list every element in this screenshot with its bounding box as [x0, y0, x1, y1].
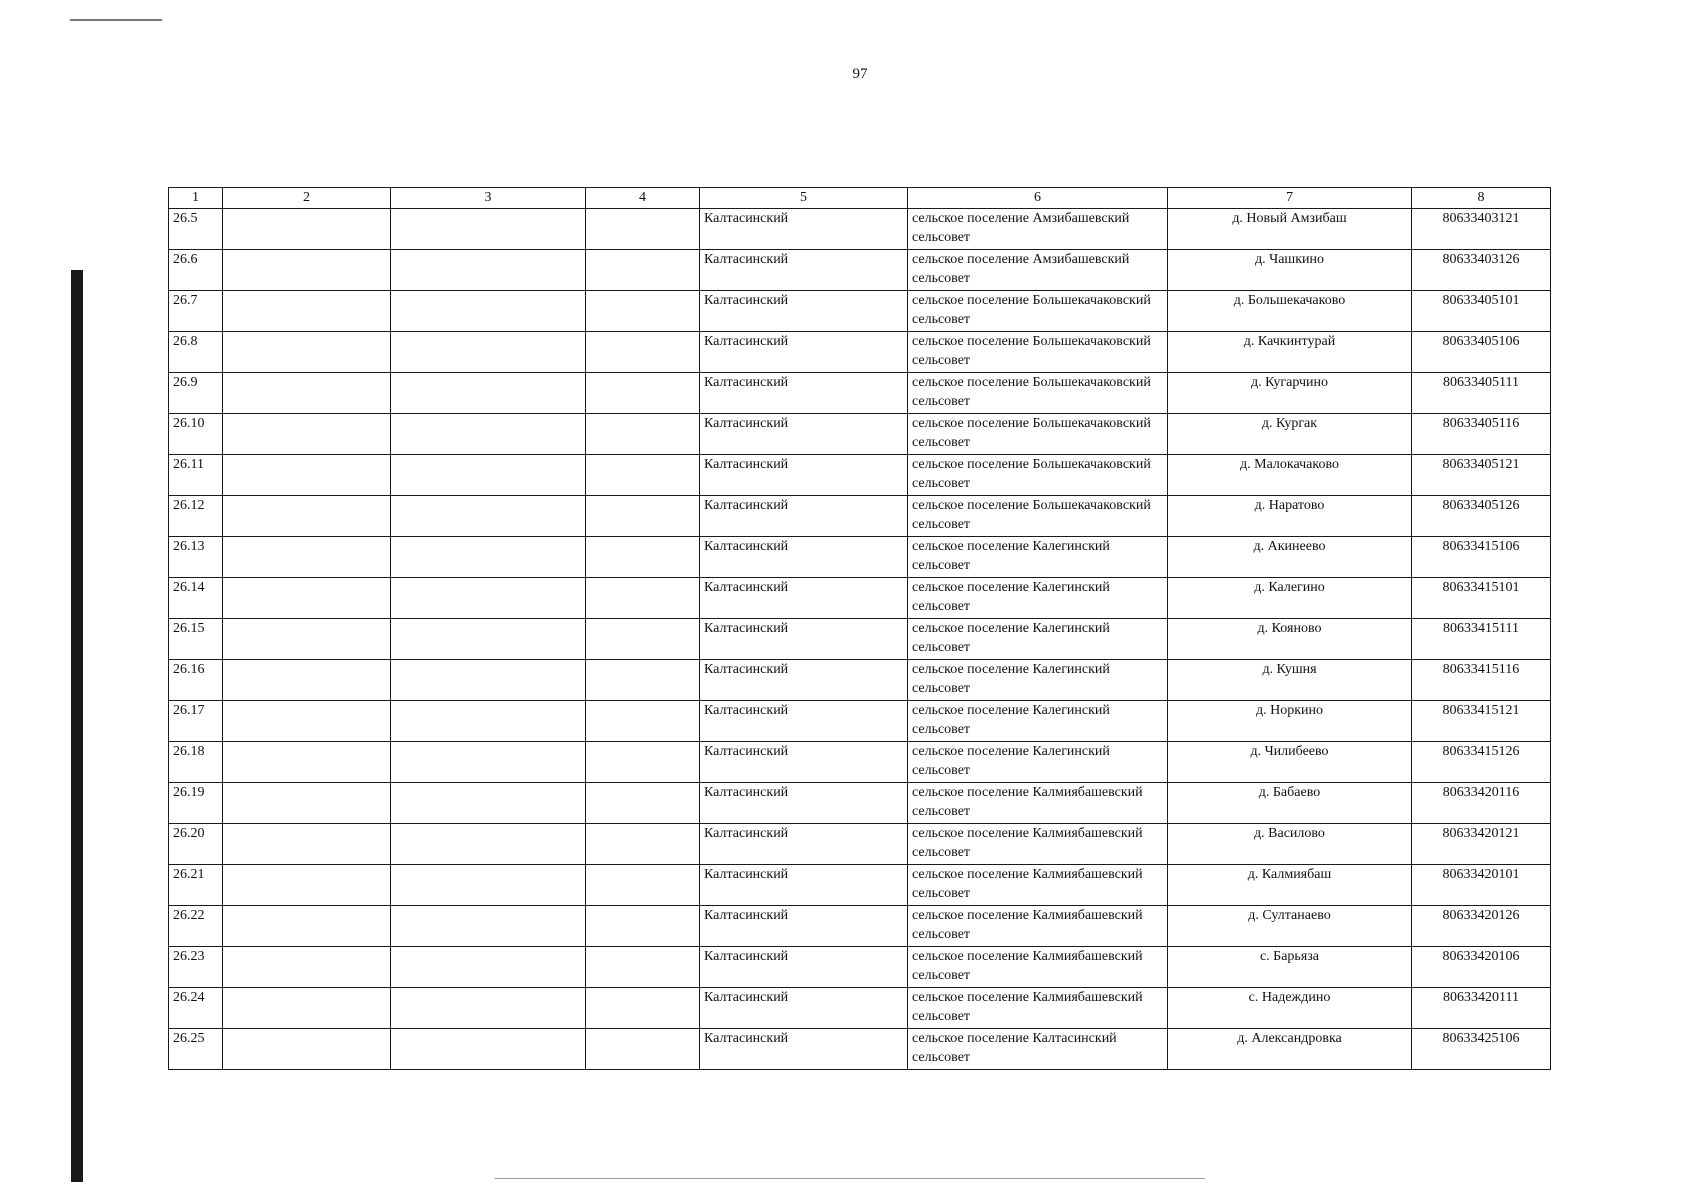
- table-row: [169, 701, 1551, 742]
- locality-cell: д. Калмиябаш: [1168, 865, 1412, 906]
- settlement-cell: сельское поселение Большекачаковский сельсовет: [908, 496, 1168, 537]
- locality-cell: д. Кушня: [1168, 660, 1412, 701]
- district-cell: Калтасинский: [700, 947, 908, 988]
- cell-col-3: [391, 824, 586, 865]
- settlement-cell: сельское поселение Калегинский сельсовет: [908, 701, 1168, 742]
- row-number: 26.21: [169, 865, 223, 906]
- oktmo-code-cell: 80633405106: [1412, 332, 1551, 373]
- cell-col-3: [391, 783, 586, 824]
- cell-col-4: [586, 209, 700, 250]
- row-number: 26.19: [169, 783, 223, 824]
- row-number: 26.20: [169, 824, 223, 865]
- row-number: 26.12: [169, 496, 223, 537]
- header-col-6: 6: [908, 188, 1168, 209]
- district-cell: Калтасинский: [700, 1029, 908, 1070]
- cell-col-4: [586, 455, 700, 496]
- cell-col-3: [391, 619, 586, 660]
- row-number: 26.7: [169, 291, 223, 332]
- row-number: 26.18: [169, 742, 223, 783]
- district-cell: Калтасинский: [700, 660, 908, 701]
- cell-col-4: [586, 250, 700, 291]
- district-cell: Калтасинский: [700, 742, 908, 783]
- cell-col-4: [586, 373, 700, 414]
- cell-col-4: [586, 660, 700, 701]
- cell-col-4: [586, 291, 700, 332]
- table-row: [169, 250, 1551, 291]
- cell-col-4: [586, 537, 700, 578]
- cell-col-3: [391, 865, 586, 906]
- oktmo-code-cell: 80633405121: [1412, 455, 1551, 496]
- district-cell: Калтасинский: [700, 988, 908, 1029]
- table-row: [169, 783, 1551, 824]
- header-col-7: 7: [1168, 188, 1412, 209]
- district-cell: Калтасинский: [700, 209, 908, 250]
- oktmo-code-cell: 80633405126: [1412, 496, 1551, 537]
- cell-col-2: [223, 496, 391, 537]
- header-col-2: 2: [223, 188, 391, 209]
- row-number: 26.14: [169, 578, 223, 619]
- cell-col-4: [586, 701, 700, 742]
- header-col-4: 4: [586, 188, 700, 209]
- cell-col-2: [223, 619, 391, 660]
- cell-col-2: [223, 906, 391, 947]
- oktmo-code-cell: 80633415106: [1412, 537, 1551, 578]
- oktmo-code-cell: 80633405116: [1412, 414, 1551, 455]
- settlement-cell: сельское поселение Большекачаковский сельсовет: [908, 373, 1168, 414]
- district-cell: Калтасинский: [700, 619, 908, 660]
- cell-col-4: [586, 742, 700, 783]
- locality-cell: д. Калегино: [1168, 578, 1412, 619]
- row-number: 26.17: [169, 701, 223, 742]
- row-number: 26.8: [169, 332, 223, 373]
- settlement-cell: сельское поселение Калмиябашевский сельсовет: [908, 865, 1168, 906]
- settlement-cell: сельское поселение Амзибашевский сельсовет: [908, 250, 1168, 291]
- cell-col-3: [391, 373, 586, 414]
- table-row: [169, 414, 1551, 455]
- locality-cell: д. Качкинтурай: [1168, 332, 1412, 373]
- district-cell: Калтасинский: [700, 373, 908, 414]
- cell-col-2: [223, 783, 391, 824]
- cell-col-3: [391, 209, 586, 250]
- cell-col-2: [223, 824, 391, 865]
- oktmo-code-cell: 80633420126: [1412, 906, 1551, 947]
- locality-cell: д. Норкино: [1168, 701, 1412, 742]
- locality-cell: д. Чашкино: [1168, 250, 1412, 291]
- settlement-cell: сельское поселение Большекачаковский сельсовет: [908, 455, 1168, 496]
- scan-artifact-bottom-line: [495, 1178, 1205, 1179]
- settlement-cell: сельское поселение Большекачаковский сельсовет: [908, 414, 1168, 455]
- row-number: 26.16: [169, 660, 223, 701]
- cell-col-3: [391, 1029, 586, 1070]
- cell-col-3: [391, 947, 586, 988]
- cell-col-3: [391, 455, 586, 496]
- table-row: [169, 332, 1551, 373]
- cell-col-3: [391, 578, 586, 619]
- cell-col-3: [391, 414, 586, 455]
- cell-col-2: [223, 332, 391, 373]
- row-number: 26.24: [169, 988, 223, 1029]
- district-cell: Калтасинский: [700, 906, 908, 947]
- cell-col-3: [391, 291, 586, 332]
- cell-col-4: [586, 865, 700, 906]
- locality-cell: д. Новый Амзибаш: [1168, 209, 1412, 250]
- table-row: [169, 660, 1551, 701]
- locality-cell: д. Василово: [1168, 824, 1412, 865]
- table-row: [169, 537, 1551, 578]
- cell-col-3: [391, 496, 586, 537]
- settlement-cell: сельское поселение Калмиябашевский сельсовет: [908, 947, 1168, 988]
- cell-col-3: [391, 988, 586, 1029]
- cell-col-4: [586, 496, 700, 537]
- oktmo-code-cell: 80633420101: [1412, 865, 1551, 906]
- cell-col-4: [586, 1029, 700, 1070]
- locality-cell: д. Кугарчино: [1168, 373, 1412, 414]
- row-number: 26.5: [169, 209, 223, 250]
- settlement-cell: сельское поселение Калегинский сельсовет: [908, 742, 1168, 783]
- district-cell: Калтасинский: [700, 701, 908, 742]
- cell-col-4: [586, 783, 700, 824]
- district-cell: Калтасинский: [700, 537, 908, 578]
- table-row: [169, 865, 1551, 906]
- cell-col-4: [586, 824, 700, 865]
- locality-cell: д. Наратово: [1168, 496, 1412, 537]
- oktmo-code-cell: 80633403126: [1412, 250, 1551, 291]
- settlement-cell: сельское поселение Калмиябашевский сельсовет: [908, 906, 1168, 947]
- oktmo-code-cell: 80633405111: [1412, 373, 1551, 414]
- header-col-3: 3: [391, 188, 586, 209]
- header-col-5: 5: [700, 188, 908, 209]
- oktmo-code-cell: 80633403121: [1412, 209, 1551, 250]
- row-number: 26.9: [169, 373, 223, 414]
- table-row: [169, 1029, 1551, 1070]
- settlement-cell: сельское поселение Калегинский сельсовет: [908, 619, 1168, 660]
- header-col-8: 8: [1412, 188, 1551, 209]
- locality-cell: д. Александровка: [1168, 1029, 1412, 1070]
- cell-col-2: [223, 209, 391, 250]
- cell-col-2: [223, 414, 391, 455]
- cell-col-2: [223, 947, 391, 988]
- table-row: [169, 578, 1551, 619]
- district-cell: Калтасинский: [700, 865, 908, 906]
- district-cell: Калтасинский: [700, 332, 908, 373]
- locality-cell: д. Большекачаково: [1168, 291, 1412, 332]
- cell-col-3: [391, 537, 586, 578]
- cell-col-2: [223, 250, 391, 291]
- cell-col-4: [586, 947, 700, 988]
- district-cell: Калтасинский: [700, 496, 908, 537]
- district-cell: Калтасинский: [700, 414, 908, 455]
- settlement-cell: сельское поселение Калмиябашевский сельсовет: [908, 824, 1168, 865]
- settlement-cell: сельское поселение Амзибашевский сельсовет: [908, 209, 1168, 250]
- oktmo-code-cell: 80633425106: [1412, 1029, 1551, 1070]
- locality-cell: д. Бабаево: [1168, 783, 1412, 824]
- scan-artifact-left-bar: [71, 270, 83, 1182]
- locality-cell: д. Султанаево: [1168, 906, 1412, 947]
- table-row: [169, 209, 1551, 250]
- district-cell: Калтасинский: [700, 783, 908, 824]
- table-row: [169, 988, 1551, 1029]
- oktmo-code-cell: 80633420116: [1412, 783, 1551, 824]
- oktmo-code-cell: 80633415116: [1412, 660, 1551, 701]
- cell-col-2: [223, 1029, 391, 1070]
- oktmo-code-cell: 80633415121: [1412, 701, 1551, 742]
- settlement-cell: сельское поселение Калтасинский сельсовет: [908, 1029, 1168, 1070]
- cell-col-3: [391, 906, 586, 947]
- district-cell: Калтасинский: [700, 455, 908, 496]
- oktmo-code-cell: 80633415101: [1412, 578, 1551, 619]
- cell-col-4: [586, 578, 700, 619]
- cell-col-2: [223, 742, 391, 783]
- scan-artifact-top-line: [70, 19, 162, 21]
- cell-col-2: [223, 988, 391, 1029]
- district-cell: Калтасинский: [700, 578, 908, 619]
- table-row: [169, 291, 1551, 332]
- settlement-cell: сельское поселение Большекачаковский сельсовет: [908, 291, 1168, 332]
- cell-col-4: [586, 332, 700, 373]
- oktmo-code-cell: 80633415126: [1412, 742, 1551, 783]
- cell-col-3: [391, 660, 586, 701]
- table-row: [169, 824, 1551, 865]
- district-cell: Калтасинский: [700, 291, 908, 332]
- oktmo-code-cell: 80633415111: [1412, 619, 1551, 660]
- settlement-cell: сельское поселение Калмиябашевский сельсовет: [908, 783, 1168, 824]
- cell-col-2: [223, 701, 391, 742]
- locality-cell: д. Кояново: [1168, 619, 1412, 660]
- row-number: 26.25: [169, 1029, 223, 1070]
- cell-col-2: [223, 865, 391, 906]
- cell-col-2: [223, 660, 391, 701]
- settlement-cell: сельское поселение Большекачаковский сельсовет: [908, 332, 1168, 373]
- row-number: 26.22: [169, 906, 223, 947]
- table-row: [169, 906, 1551, 947]
- oktmo-code-cell: 80633420121: [1412, 824, 1551, 865]
- cell-col-2: [223, 291, 391, 332]
- cell-col-4: [586, 414, 700, 455]
- page-number: 97: [852, 66, 868, 82]
- header-col-1: 1: [169, 188, 223, 209]
- table-row: [169, 373, 1551, 414]
- table-body: [169, 209, 1551, 1070]
- district-cell: Калтасинский: [700, 824, 908, 865]
- settlements-table: [168, 187, 1551, 1070]
- table-row: [169, 742, 1551, 783]
- locality-cell: д. Кургак: [1168, 414, 1412, 455]
- cell-col-4: [586, 906, 700, 947]
- oktmo-code-cell: 80633420106: [1412, 947, 1551, 988]
- table-header: [169, 188, 1551, 209]
- row-number: 26.11: [169, 455, 223, 496]
- cell-col-3: [391, 742, 586, 783]
- row-number: 26.10: [169, 414, 223, 455]
- locality-cell: с. Надеждино: [1168, 988, 1412, 1029]
- cell-col-2: [223, 455, 391, 496]
- oktmo-code-cell: 80633420111: [1412, 988, 1551, 1029]
- cell-col-3: [391, 701, 586, 742]
- table-row: [169, 947, 1551, 988]
- cell-col-4: [586, 619, 700, 660]
- header-row: [169, 188, 1551, 209]
- table-row: [169, 496, 1551, 537]
- cell-col-2: [223, 373, 391, 414]
- row-number: 26.6: [169, 250, 223, 291]
- table-row: [169, 619, 1551, 660]
- settlement-cell: сельское поселение Калмиябашевский сельсовет: [908, 988, 1168, 1029]
- locality-cell: д. Акинеево: [1168, 537, 1412, 578]
- locality-cell: д. Чилибеево: [1168, 742, 1412, 783]
- locality-cell: с. Барьяза: [1168, 947, 1412, 988]
- cell-col-3: [391, 332, 586, 373]
- row-number: 26.13: [169, 537, 223, 578]
- cell-col-4: [586, 988, 700, 1029]
- oktmo-code-cell: 80633405101: [1412, 291, 1551, 332]
- row-number: 26.23: [169, 947, 223, 988]
- district-cell: Калтасинский: [700, 250, 908, 291]
- cell-col-3: [391, 250, 586, 291]
- cell-col-2: [223, 537, 391, 578]
- settlement-cell: сельское поселение Калегинский сельсовет: [908, 578, 1168, 619]
- locality-cell: д. Малокачаково: [1168, 455, 1412, 496]
- row-number: 26.15: [169, 619, 223, 660]
- settlement-cell: сельское поселение Калегинский сельсовет: [908, 660, 1168, 701]
- settlement-cell: сельское поселение Калегинский сельсовет: [908, 537, 1168, 578]
- table-row: [169, 455, 1551, 496]
- cell-col-2: [223, 578, 391, 619]
